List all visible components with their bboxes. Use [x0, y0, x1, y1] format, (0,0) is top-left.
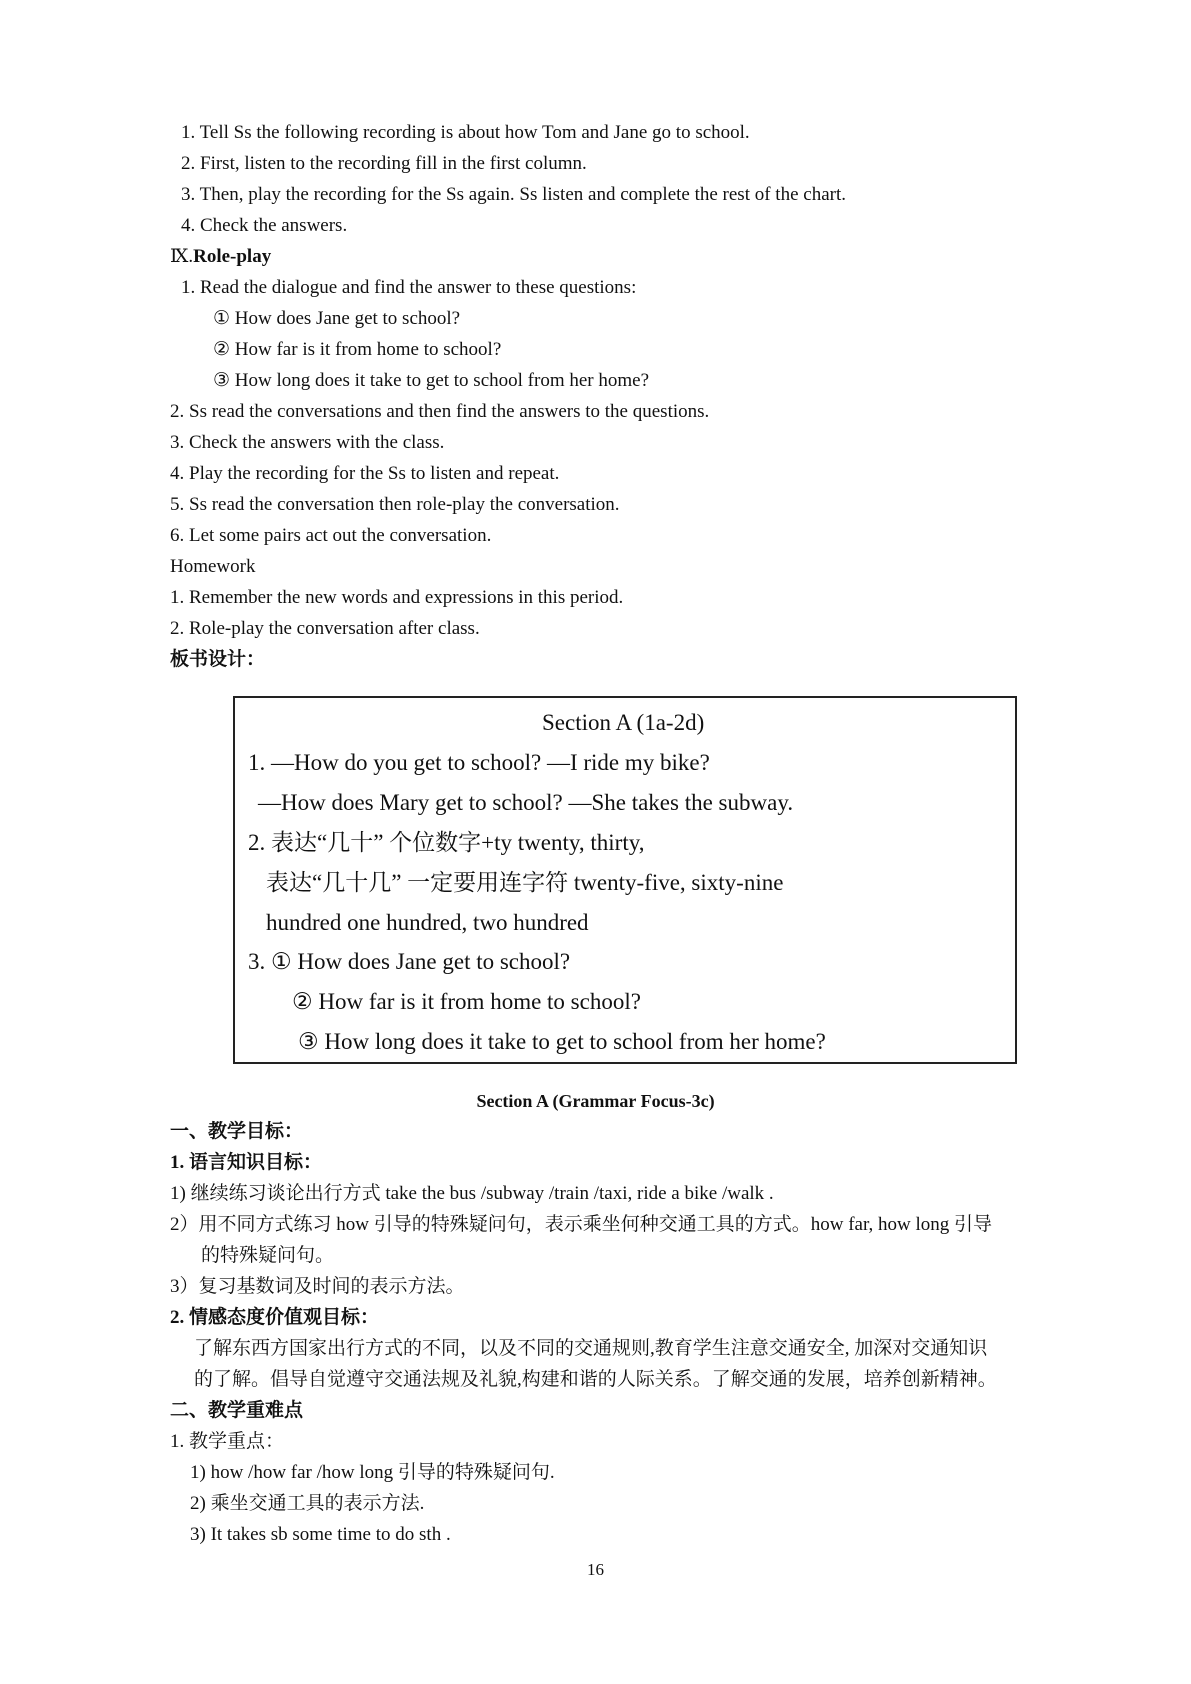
roleplay-step: 5. Ss read the conversation then role-play the conversation. [170, 494, 620, 515]
roleplay-step: 4. Play the recording for the Ss to listen and repeat. [170, 463, 560, 484]
step-line: 4. Check the answers. [181, 215, 348, 236]
board-title: Section A (1a-2d) [542, 710, 705, 735]
board-line: ② How far is it from home to school? [292, 989, 641, 1014]
goals-subheading: 1. 语言知识目标： [170, 1152, 323, 1173]
roleplay-step: 6. Let some pairs act out the conversation. [170, 525, 492, 546]
roleplay-step: 1. Read the dialogue and find the answer to these questions: [181, 277, 637, 298]
homework-title: Homework [170, 556, 256, 577]
homework-item: 2. Role-play the conversation after class. [170, 618, 480, 639]
goals-subheading: 2. 情感态度价值观目标： [170, 1307, 380, 1328]
keypoint-item: 2) 乘坐交通工具的表示方法. [190, 1493, 425, 1514]
step-line: 2. First, listen to the recording fill in the first column. [181, 153, 587, 174]
attitude-text: 的了解。倡导自觉遵守交通法规及礼貌,构建和谐的人际关系。了解交通的发展，培养创新精神。 [194, 1369, 997, 1390]
goal-item: 1) 继续练习谈论出行方式 take the bus /subway /train /taxi, ride a bike /walk . [170, 1183, 774, 1204]
goal-item: 的特殊疑问句。 [201, 1245, 335, 1266]
goal-item: 2）用不同方式练习 how 引导的特殊疑问句，表示乘坐何种交通工具的方式。how far, how long 引导 [170, 1214, 993, 1235]
question-line: ② How far is it from home to school? [213, 339, 502, 360]
roleplay-title: Role-play [193, 246, 272, 267]
roleplay-step: 3. Check the answers with the class. [170, 432, 445, 453]
board-line: hundred one hundred, two hundred [266, 910, 589, 935]
board-line: 1. —How do you get to school? —I ride my bike? [248, 750, 710, 775]
goals-heading: 一、教学目标： [170, 1121, 304, 1142]
roleplay-step: 2. Ss read the conversations and then find the answers to the questions. [170, 401, 710, 422]
keypoint-item: 3) It takes sb some time to do sth . [190, 1524, 451, 1545]
question-line: ③ How long does it take to get to school from her home? [213, 370, 649, 391]
board-design-box [233, 696, 1017, 1064]
step-line: 3. Then, play the recording for the Ss again. Ss listen and complete the rest of the chart. [181, 184, 846, 205]
question-line: ① How does Jane get to school? [213, 308, 461, 329]
board-line: ③ How long does it take to get to school from her home? [298, 1029, 826, 1054]
board-design-label: 板书设计： [170, 649, 266, 670]
board-line: —How does Mary get to school? —She takes the subway. [258, 790, 794, 815]
page-number: 16 [587, 1560, 604, 1579]
board-line: 表达“几十几” 一定要用连字符 twenty-five, sixty-nine [266, 870, 784, 895]
keypoints-subheading: 1. 教学重点： [170, 1431, 285, 1452]
roleplay-numeral: Ⅸ. [170, 246, 194, 267]
roleplay-heading [170, 245, 271, 269]
keypoint-item: 1) how /how far /how long 引导的特殊疑问句. [190, 1462, 555, 1483]
homework-item: 1. Remember the new words and expressions in this period. [170, 587, 624, 608]
keypoints-heading: 二、教学重难点 [170, 1400, 304, 1421]
attitude-text: 了解东西方国家出行方式的不同，以及不同的交通规则,教育学生注意交通安全, 加深对交通知识 [194, 1338, 988, 1359]
goal-item: 3）复习基数词及时间的表示方法。 [170, 1276, 465, 1297]
board-line: 3. ① How does Jane get to school? [248, 949, 571, 974]
step-line: 1. Tell Ss the following recording is about how Tom and Jane go to school. [181, 122, 750, 143]
board-line: 2. 表达“几十” 个位数字+ty twenty, thirty, [248, 830, 645, 855]
section-title: Section A (Grammar Focus-3c) [476, 1091, 715, 1111]
